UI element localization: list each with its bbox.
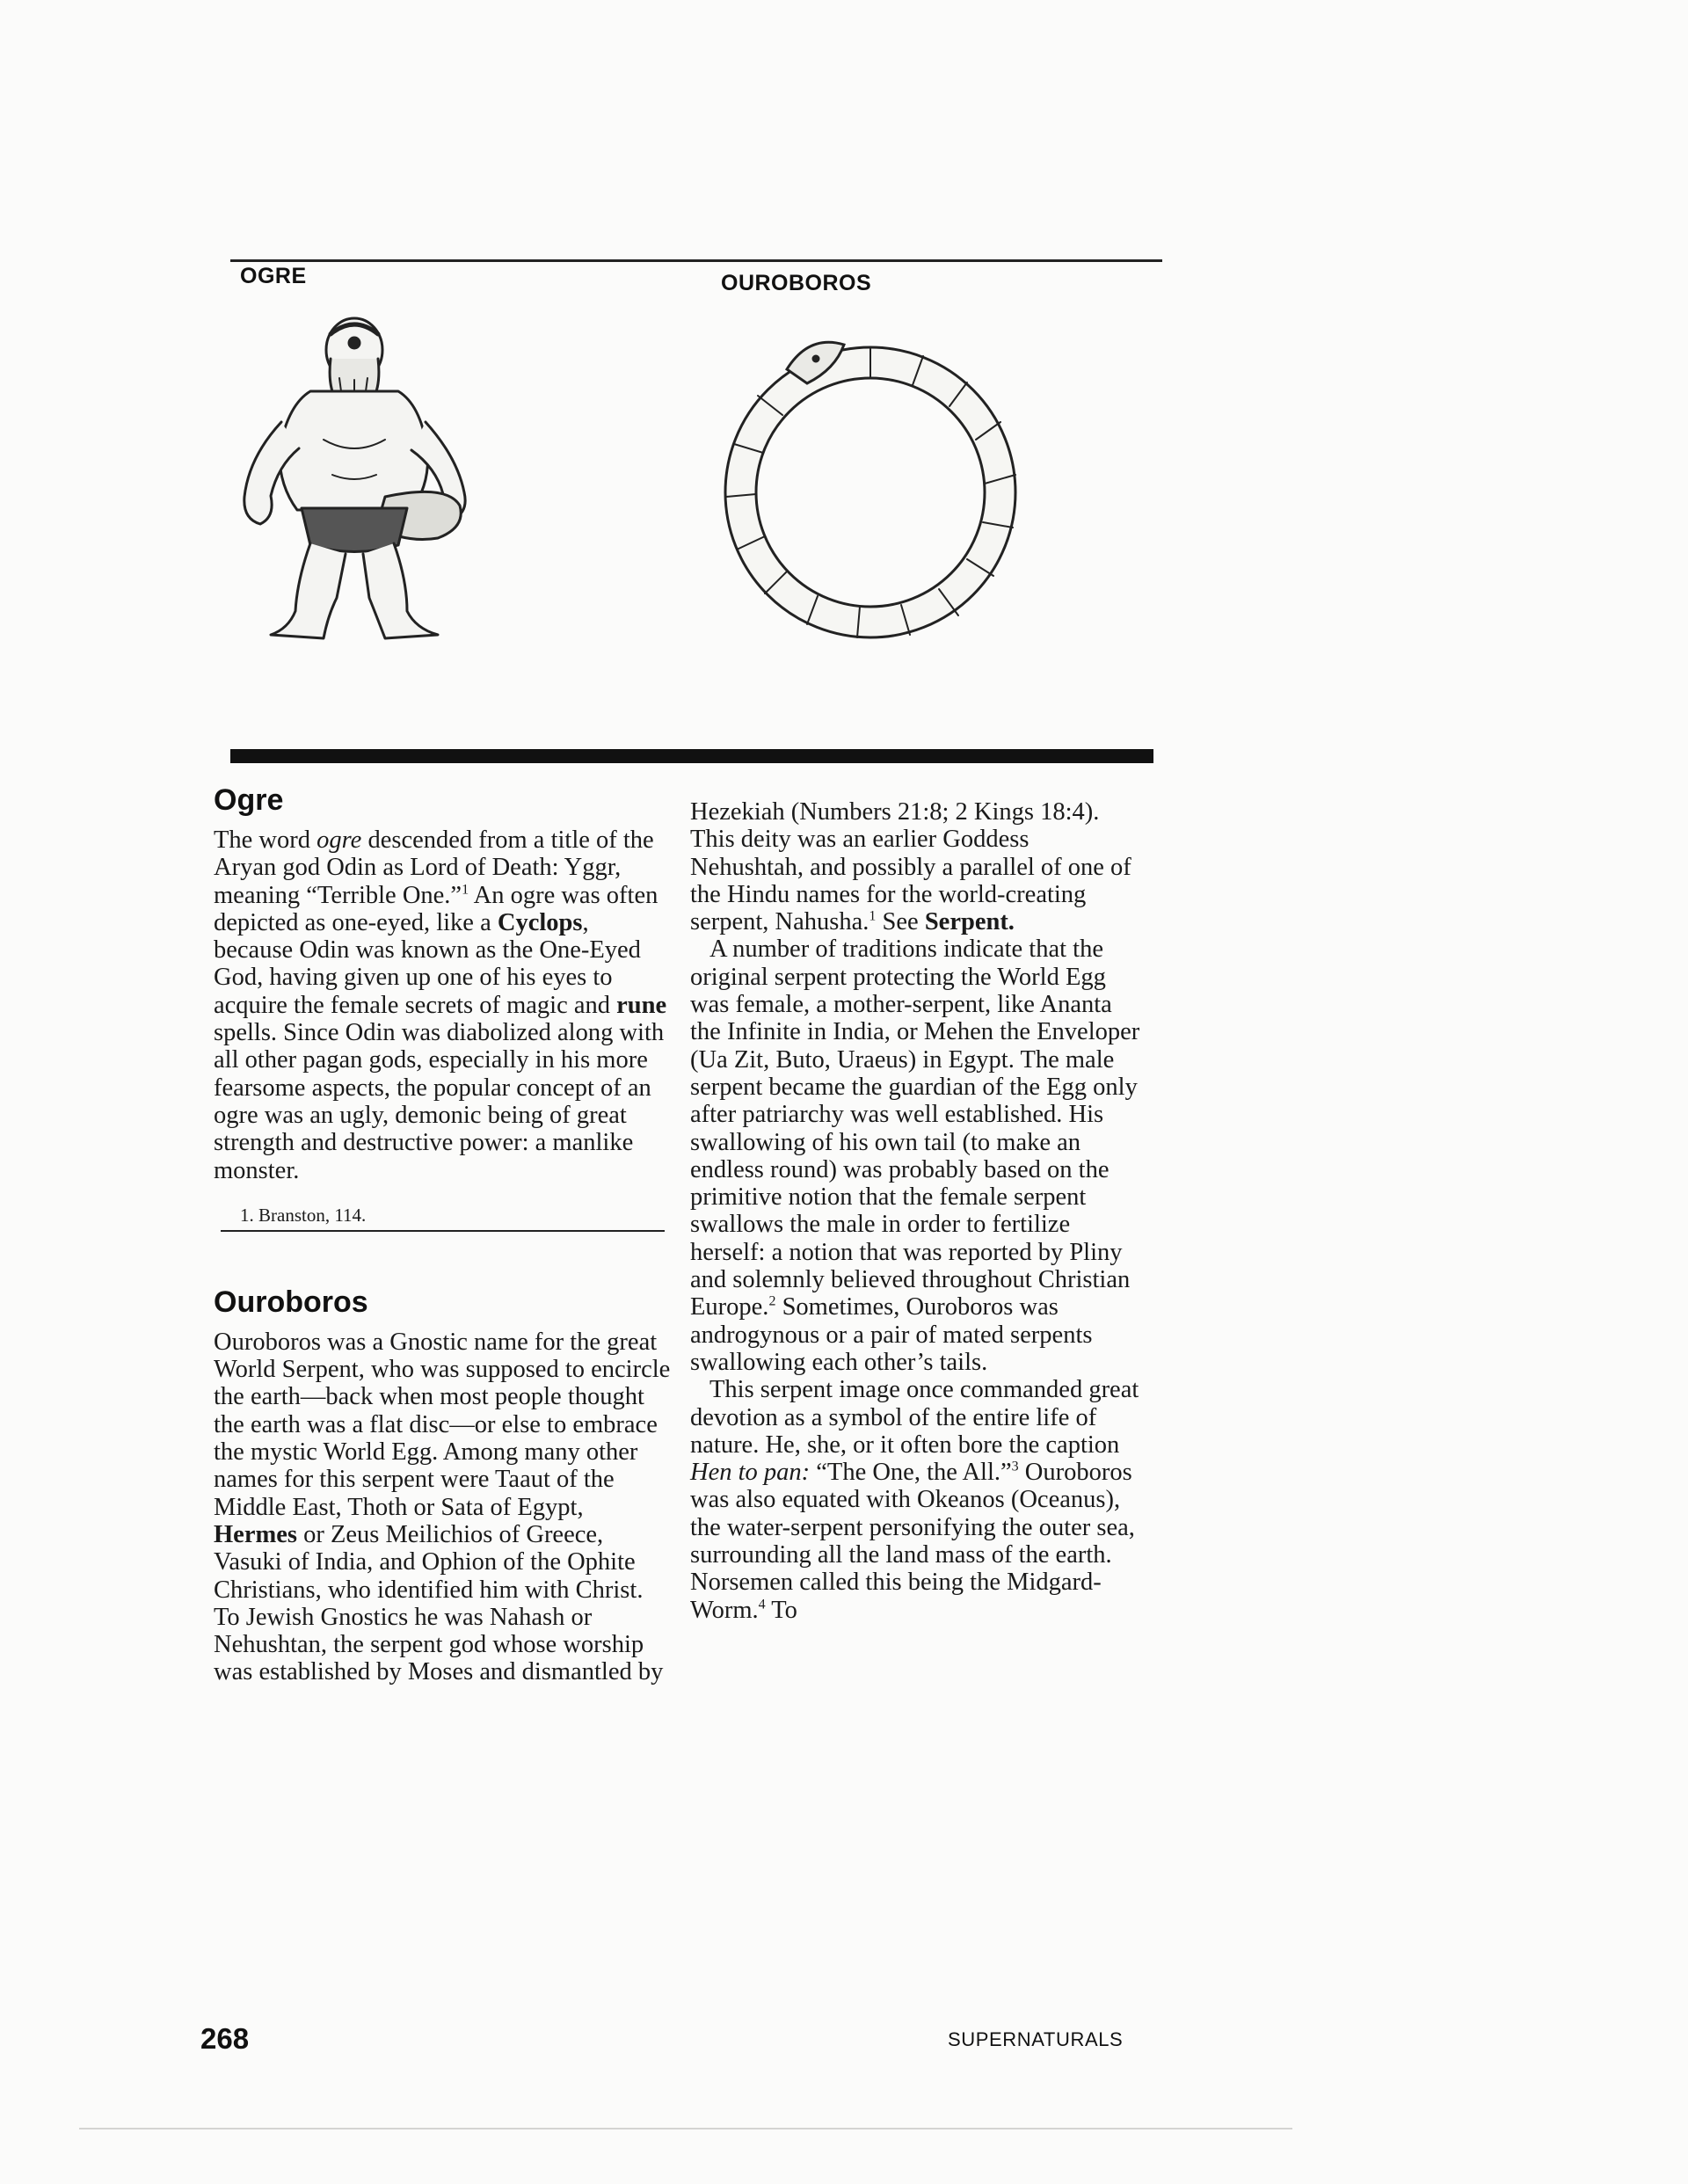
ogre-illustration (227, 308, 517, 651)
xref-hermes: Hermes (214, 1520, 297, 1548)
left-column (214, 783, 671, 1686)
running-footer: SUPERNATURALS (948, 2028, 1124, 2050)
ouroboros-paragraph-1: Ouroboros was a Gnostic name for the great World Serpent, who was supposed to encircle the earth—back when most people thought the earth was a flat disc—or else to embrace the mystic World Egg. Among many other names for this serpent were Taaut of the Middle East, Thoth or Sata of Egypt, Hermes or Zeus Meilichios of Greece, Vasuki of India, and Ophion of the Ophite Christians, who identified him with Christ. To Jewish Gnostics he was Nahash or Nehushtan, the serpent god whose worship was established by Moses and dismantled by (214, 1328, 671, 1686)
ouroboros-heading: Ouroboros (214, 1285, 368, 1319)
ouroboros-paragraph-1-continued: Hezekiah (Numbers 21:8; 2 Kings 18:4). This deity was an earlier Goddess Nehushtah, and possibly a parallel of one of the Hindu names for the world-creating serpent, Nahusha.$^1$ See Serpent. (690, 798, 1131, 936)
scan-edge-line (79, 2128, 1292, 2129)
ogre-figure-label: OGRE (240, 264, 307, 288)
ouroboros-illustration (703, 308, 1037, 659)
section-rule (230, 749, 1153, 763)
ouroboros-paragraph-3: This serpent image once commanded great devotion as a symbol of the entire life of nature. He, she, or it often bore the caption Hen to pan: “The One, the All.”$^3$ Ouroboros was also equated with Okeanos (Oceanus), the water-serpent personifying the outer sea, surrounding all the land mass of the earth. Norsemen called this being the Midgard-Worm.$^4$ To (690, 1376, 1139, 1624)
right-column (690, 798, 1147, 1624)
ogre-heading: Ogre (214, 783, 284, 817)
ogre-footnote: 1. Branston, 114. (240, 1204, 367, 1226)
page-number: 268 (200, 2022, 250, 2055)
footnote-rule (221, 1230, 665, 1232)
xref-serpent: Serpent. (924, 908, 1015, 936)
ouroboros-figure-label: OUROBOROS (721, 271, 872, 295)
xref-rune: rune (616, 991, 667, 1019)
xref-cyclops: Cyclops (497, 908, 583, 936)
top-rule (230, 259, 1162, 262)
ouroboros-paragraph-2: A number of traditions indicate that the original serpent protecting the World Egg was female, a mother-serpent, like Ananta the Infinite in India, or Mehen the Enveloper (Ua Zit, Buto, Uraeus) in Egypt. The male serpent became the guardian of the Egg only after patriarchy was well established. His swallowing of his own tail (to make an endless round) was probably based on the primitive notion that the female serpent swallows the male in order to fertilize herself: a notion that was reported by Pliny and solemnly believed throughout Christian Europe.$^2$ Sometimes, Ouroboros was androgynous or a pair of mated serpents swallowing each other’s tails. (690, 935, 1140, 1376)
ogre-paragraph: The word ogre descended from a title of the Aryan god Odin as Lord of Death: Yggr, meaning “Terrible One.”$^1$ An ogre was often depicted as one-eyed, like a Cyclops, because Odin was known as the One-Eyed God, having given up one of his eyes to acquire the female secrets of magic and rune spells. Since Odin was diabolized along with all other pagan gods, especially in his more fearsome aspects, the popular concept of an ogre was an ugly, demonic being of great strength and destructive power: a manlike monster. (214, 826, 667, 1184)
